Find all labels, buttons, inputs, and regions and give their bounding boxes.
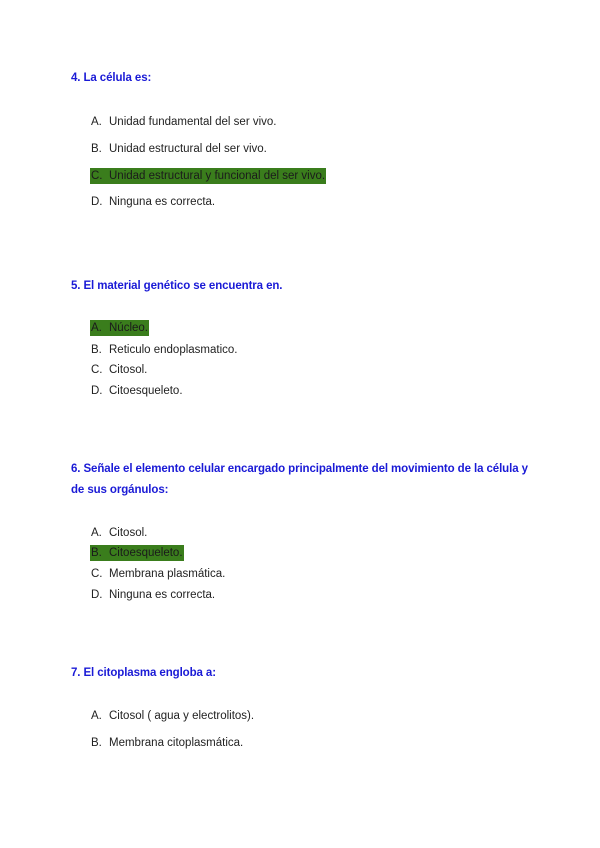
option-letter: A. bbox=[91, 710, 102, 722]
option-text: Citosol. bbox=[109, 527, 148, 539]
question-7-title: 7. El citoplasma engloba a: bbox=[71, 667, 216, 679]
option-letter: A. bbox=[91, 116, 102, 128]
option-letter: B. bbox=[91, 344, 102, 356]
question-4-option-c-correct bbox=[90, 168, 326, 184]
option-text: Unidad estructural y funcional del ser vivo. bbox=[109, 170, 326, 182]
question-4-option-d bbox=[90, 194, 216, 210]
option-letter: C. bbox=[91, 170, 103, 182]
question-7-option-a bbox=[90, 708, 255, 724]
question-5-option-b bbox=[90, 342, 239, 358]
question-5-title: 5. El material genético se encuentra en. bbox=[71, 280, 283, 292]
question-6-option-c bbox=[90, 566, 226, 582]
option-letter: D. bbox=[91, 385, 103, 397]
option-text: Citoesqueleto. bbox=[109, 385, 183, 397]
option-letter: C. bbox=[91, 568, 103, 580]
option-letter: B. bbox=[91, 737, 102, 749]
question-4-title: 4. La célula es: bbox=[71, 72, 152, 84]
question-6-option-b-correct bbox=[90, 545, 184, 561]
option-text: Núcleo. bbox=[109, 322, 148, 334]
option-letter: B. bbox=[91, 547, 102, 559]
option-text: Unidad estructural del ser vivo. bbox=[109, 143, 267, 155]
option-letter: A. bbox=[91, 527, 102, 539]
option-letter: D. bbox=[91, 196, 103, 208]
option-text: Reticulo endoplasmatico. bbox=[109, 344, 238, 356]
question-4-option-b bbox=[90, 141, 268, 157]
question-5-option-a-correct bbox=[90, 320, 149, 336]
option-text: Membrana plasmática. bbox=[109, 568, 226, 580]
question-6-title: 6. Señale el elemento celular encargado principalmente del movimiento de la célula y de sus orgánulos: bbox=[71, 463, 528, 496]
option-letter: D. bbox=[91, 589, 103, 601]
option-text: Citosol. bbox=[109, 364, 148, 376]
question-7-option-b bbox=[90, 735, 244, 751]
option-letter: C. bbox=[91, 364, 103, 376]
question-4-option-a bbox=[90, 114, 278, 130]
question-6-option-a bbox=[90, 525, 148, 541]
option-text: Ninguna es correcta. bbox=[109, 196, 216, 208]
option-text: Citoesqueleto. bbox=[109, 547, 183, 559]
question-5-option-d bbox=[90, 383, 184, 399]
option-text: Unidad fundamental del ser vivo. bbox=[109, 116, 277, 128]
option-text: Ninguna es correcta. bbox=[109, 589, 216, 601]
option-letter: B. bbox=[91, 143, 102, 155]
question-6-option-d bbox=[90, 587, 216, 603]
option-text: Citosol ( agua y electrolitos). bbox=[109, 710, 255, 722]
option-text: Membrana citoplasmática. bbox=[109, 737, 244, 749]
option-letter: A. bbox=[91, 322, 102, 334]
question-5-option-c bbox=[90, 362, 148, 378]
